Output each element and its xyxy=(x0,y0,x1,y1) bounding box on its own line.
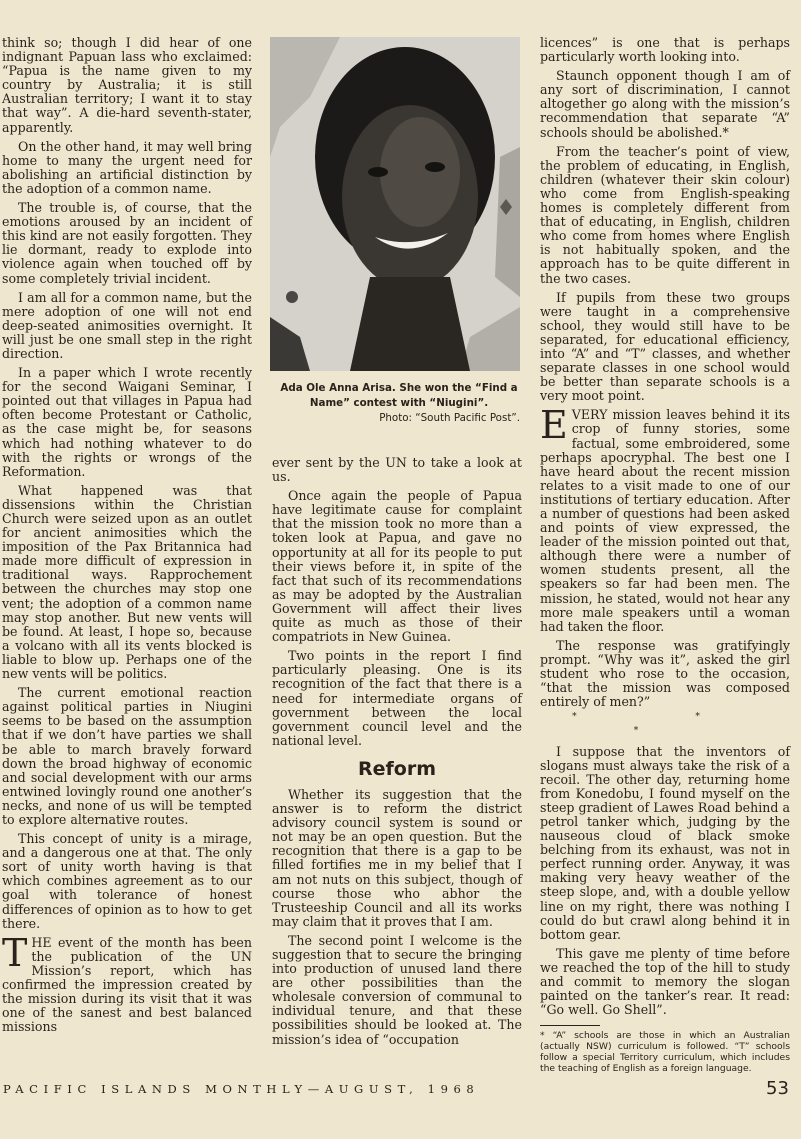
paragraph: ever sent by the UN to take a look at us. xyxy=(272,455,522,485)
paragraph: If pupils from these two groups were taught in a comprehensive school, they would still have to be separated, for educational efficiency, into “A” and “T” classes, and whether separate classes in one school would be better than separate schools is a very moot point. xyxy=(540,289,790,404)
paragraph: The current emotional reaction against political parties in Niugini seems to be based on the assumption that if we don’t have parties we shall be able to march bravely forward down the broad highway of economic and social development with our arms entwined lovingly round one another’s necks, and none of us will be tempted to explore alternative routes. xyxy=(2,685,252,827)
footnote-rule xyxy=(540,1025,600,1026)
paragraph: Staunch opponent though I am of any sort of discrimination, I cannot altogether go along with the mission’s recommendation that separate “A” schools should be abolished.* xyxy=(540,68,790,140)
dropcap-paragraph xyxy=(2,930,252,1035)
paragraph: On the other hand, it may well bring home to many the urgent need for abolishing an artificial distinction by the adoption of a common name. xyxy=(2,138,252,196)
paragraph: Two points in the report I find particularly pleasing. One is its recognition of the fact that there is a need for intermediate organs of government between the local government council level and the national level. xyxy=(272,648,522,748)
column-right xyxy=(540,36,790,1074)
paragraph: I suppose that the inventors of slogans must always take the risk of a recoil. The other day, returning home from Konedobu, I found myself on the steep gradient of Lawes Road behind a petrol tanker which, judging by the nauseous cloud of black smoke belching from its exhaust, was not in perfect running order. Anyway, it was making very heavy weather of the steep slope, and, with a double yellow line on my right, there was nothing I could do but crawl along behind it in bottom gear. xyxy=(540,743,790,942)
paragraph: What happened was that dissensions within the Christian Church were seized upon as an outlet for ancient animosities which the imposition of the Pax Britannica had made more difficult of expression in traditional ways. Rapprochement between the churches may stop one vent; the adoption of a common name may stop another. But new vents will be found. At least, I hope so, because a volcano with all its vents blocked is liable to blow up. Perhaps one of the new vents will be politics. xyxy=(2,482,252,682)
photo-caption xyxy=(270,381,528,426)
paragraph: licences” is one that is perhaps particularly worth looking into. xyxy=(540,35,790,65)
paragraph: This concept of unity is a mirage, and a dangerous one at that. The only sort of unity worth having is that which combines agreement as to our goal with tolerance of honest differences of opinion as to how to get there. xyxy=(2,831,252,931)
portrait-illustration xyxy=(270,37,520,371)
drop-cap-letter: E xyxy=(540,403,568,448)
column-left xyxy=(2,36,252,1039)
dropcap-paragraph-text: VERY mission leaves behind it its crop of funny stories, some factual, some embroidered, some perhaps apocryphal. The best one I have heard about the recent mission relates to a visit made to one of our institutions of tertiary education. After a number of questions had been asked and points of view expressed, the leader of the mission pointed out that, although there were a number of women students present, all the speakers so far had been men. The mission, he stated, would not hear any more male speakers until a woman had taken the floor. xyxy=(540,407,790,634)
paragraph: The response was gratifyingly prompt. “Why was it”, asked the girl student who rose to the occasion, “that the mission was composed entirely of men?” xyxy=(540,637,790,710)
paragraph: The second point I welcome is the suggestion that to secure the bringing into production of unused land there are other possibilities than the wholesale conversion of communal to individual tenure, and that these possibilities should be looked at. The mission’s idea of “occupation xyxy=(272,932,522,1047)
section-heading: Reform xyxy=(357,757,436,780)
drop-cap-letter: T xyxy=(2,930,28,975)
section-separator: * * * xyxy=(572,712,758,737)
paragraph: Whether its suggestion that the answer is to reform the district advisory council system is sound or not may be an open question. But the recognition that there is a gap to be filled fortifies me in my belief that I am not nuts on this subject, though of course those who abhor the Trusteeship Council and all its works may claim that it proves that I am. xyxy=(272,786,522,929)
page-footer-masthead: PACIFIC ISLANDS MONTHLY—AUGUST, 1968 xyxy=(3,1082,480,1096)
paragraph: I am all for a common name, but the mere adoption of one will not end deep-seated animosities overnight. It will just be one small step in the right direction. xyxy=(2,289,252,361)
paragraph: In a paper which I wrote recently for the second Waigani Seminar, I pointed out that villages in Papua had often become Protestant or Catholic, as the case might be, for seasons which had nothing whatever to do with the rights or wrongs of the Reformation. xyxy=(2,365,252,479)
photo-credit: Photo: “South Pacific Post”. xyxy=(379,412,520,424)
page-number: 53 xyxy=(766,1078,789,1099)
paragraph: Once again the people of Papua have legitimate cause for complaint that the mission took no more than a token look at Papua, and gave no opportunity at all for its people to put their views before it, in spite of the fact that such of its recommendations as may be adopted by the Australian Government will affect their lives quite as much as those of their compatriots in New Guinea. xyxy=(272,488,522,645)
paragraph: This gave me plenty of time before we reached the top of the hill to study and commit to memory the slogan painted on the tanker’s rear. It read: “Go well. Go Shell”. xyxy=(540,945,790,1018)
paragraph: think so; though I did hear of one indignant Papuan lass who exclaimed: “Papua is the name given to my country by Australia; it is still Australian territory; I want it to stay that way”. A die-hard seventh-stater, apparently. xyxy=(2,35,252,135)
column-middle xyxy=(272,456,522,1052)
footnote: * “A” schools are those in which an Australian (actually NSW) curriculum is followed. “T” schools follow a special Territory curriculum, which includes the teaching of English as a foreign language. xyxy=(540,1030,790,1074)
dropcap-paragraph-text: HE event of the month has been the publication of the UN Mission’s report, which has confirmed the impression created by the mission during its visit that it was one of the sanest and best balanced missions xyxy=(2,934,252,1035)
caption-text: Ada Ole Anna Arisa. She won the “Find a Name” contest with “Niugini”. xyxy=(280,382,518,409)
paragraph: The trouble is, of course, that the emotions aroused by an incident of this kind are not easily forgotten. They lie dormant, ready to explode into violence again when touched off by some completely trivial incident. xyxy=(2,200,252,286)
dropcap-paragraph xyxy=(540,403,790,634)
portrait-photo xyxy=(270,37,520,371)
paragraph: From the teacher’s point of view, the problem of educating, in English, children (whatever their skin colour) who come from English-speaking homes is completely different from that of educating, in English, children who come from homes where English is not habitually spoken, and the approach has to be quite different in the two cases. xyxy=(540,143,790,286)
